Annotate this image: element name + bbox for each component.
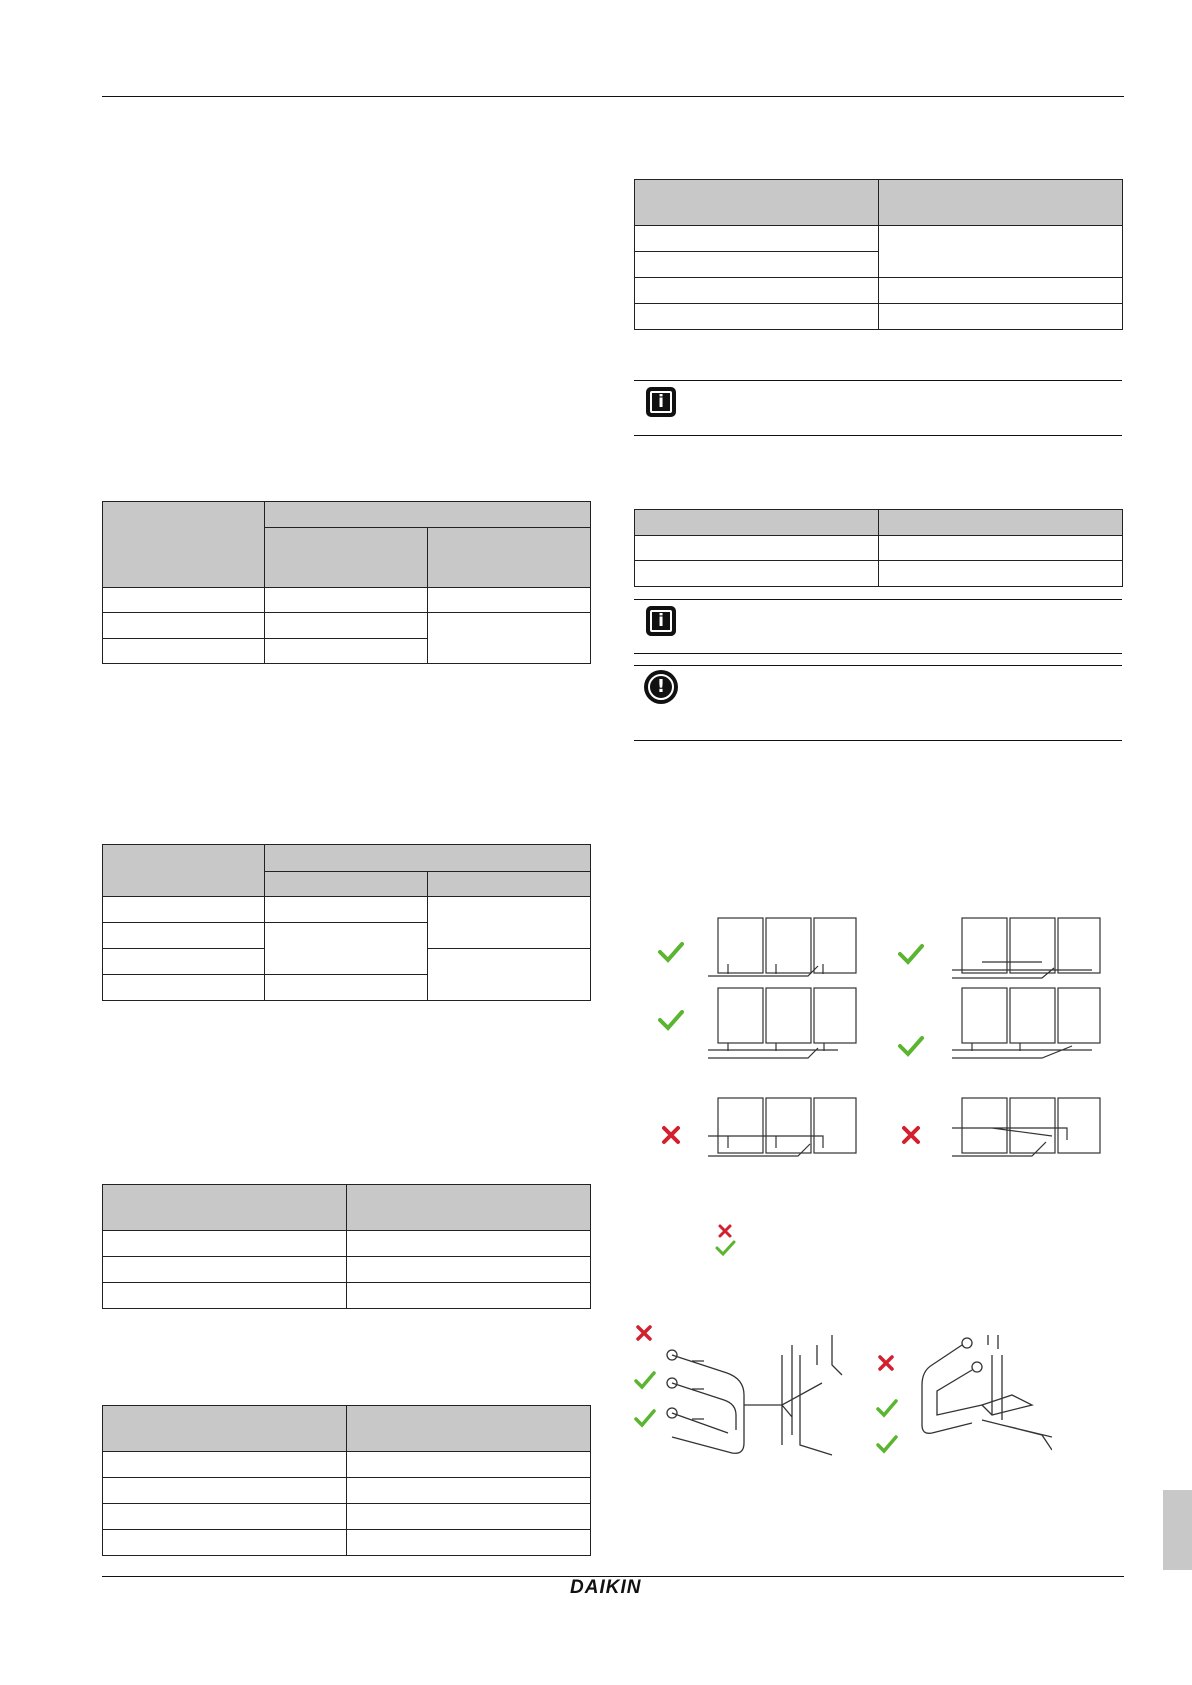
unit-group-bottom-left xyxy=(708,1098,856,1156)
left-table-3 xyxy=(102,1184,591,1309)
info-icon: i xyxy=(646,387,676,417)
cross-icon xyxy=(638,1327,892,1369)
daikin-logo: DAIKIN xyxy=(570,1577,642,1598)
warning-notice xyxy=(634,665,1122,741)
right-table-1 xyxy=(634,179,1123,330)
figure-legend-marks xyxy=(712,1222,742,1260)
unit-group-bottom-right xyxy=(952,1098,1100,1156)
info-notice-2 xyxy=(634,599,1122,654)
right-table-2 xyxy=(634,509,1123,587)
section-tab-marker xyxy=(1163,1490,1192,1570)
check-icon xyxy=(660,944,922,1054)
left-table-2 xyxy=(102,844,591,1001)
pipe-routing-figure xyxy=(632,1325,1052,1475)
unit-group-top-right xyxy=(952,918,1100,978)
left-table-4 xyxy=(102,1405,591,1556)
info-icon: i xyxy=(646,606,676,636)
exclamation-icon: ! xyxy=(644,670,678,704)
left-table-1 xyxy=(102,501,591,664)
header-rule xyxy=(102,96,1124,97)
check-icon xyxy=(717,1242,734,1254)
cross-icon xyxy=(664,1128,918,1142)
unit-arrangement-figure xyxy=(640,900,1120,1170)
cross-icon xyxy=(720,1226,730,1236)
info-notice-1 xyxy=(634,380,1122,436)
unit-group-mid-right xyxy=(952,988,1100,1058)
unit-group-top-left xyxy=(708,918,856,976)
check-icon xyxy=(636,1373,896,1451)
unit-group-mid-left xyxy=(708,988,856,1058)
